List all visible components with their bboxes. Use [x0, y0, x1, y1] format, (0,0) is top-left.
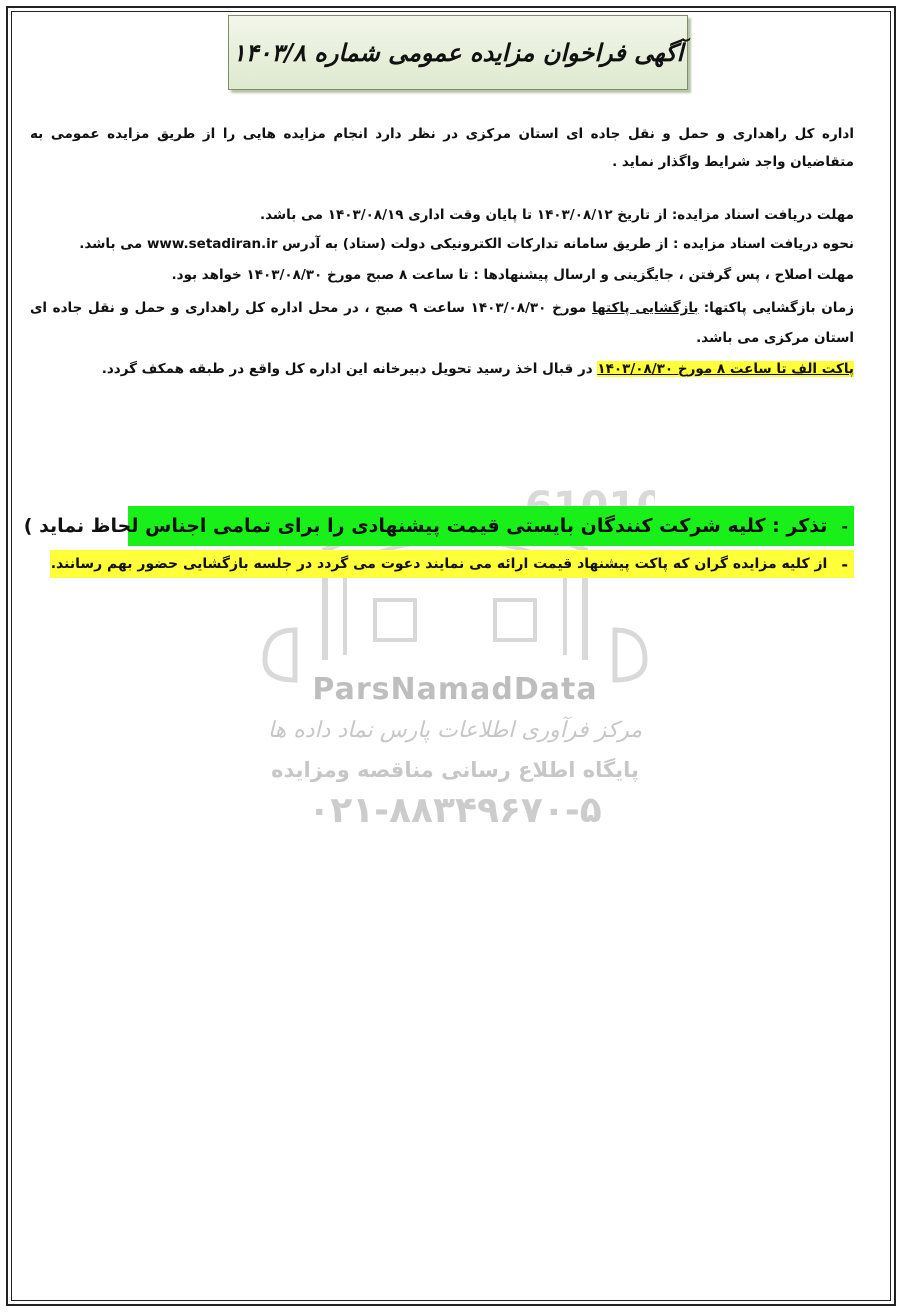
notice-yellow-bar [50, 550, 854, 578]
setadiran-link[interactable]: www.setadiran.ir [146, 236, 278, 252]
notice-green-text: تذکر : کلیه شرکت کنندگان بایستی قیمت پیشنهادی را برای تمامی اجناس لحاظ نماید ) [23, 515, 828, 537]
deadline-docs-text: از تاریخ ۱۴۰۳/۰۸/۱۲ تا پایان وقت اداری ۱۴۰۳/۰۸/۱۹ می باشد. [259, 207, 672, 223]
page-title: آگهی فراخوان مزایده عمومی شماره ۱۴۰۳/۸ [232, 38, 684, 67]
deadline-bids-text: تا ساعت ۸ صبح مورخ ۱۴۰۳/۰۸/۳۰ خواهد بود. [171, 267, 474, 283]
watermark-line-1: مرکز فرآوری اطلاعات پارس نماد داده ها [267, 718, 643, 743]
notice-yellow-text: از کلیه مزایده گران که پاکت پیشنهاد قیمت ارائه می نمایند دعوت می گردد در جلسه بازگشایی حضور بهم رسانند. [50, 556, 828, 572]
method-docs-label: نحوه دریافت اسناد مزایده : [672, 236, 854, 252]
opening-text: مورخ ۱۴۰۳/۰۸/۳۰ ساعت ۹ صبح ، در محل اداره کل راهداری و حمل و نقل جاده ای استان مرکزی می باشد. [30, 300, 854, 346]
watermark-brand: ParsNamadData [312, 672, 598, 707]
opening-underlined: بازگشایی پاکتها [592, 300, 699, 316]
opening-paragraph [30, 293, 854, 353]
packet-a-highlight: پاکت الف تا ساعت ۸ مورخ ۱۴۰۳/۰۸/۳۰ [597, 361, 854, 377]
packet-a-line [30, 356, 854, 382]
notice-green-bar [23, 506, 854, 546]
method-docs-text-after: می باشد. [79, 236, 147, 252]
deadline-bids-line [30, 262, 854, 288]
notice-green-dash: - [841, 516, 848, 536]
method-docs-line [30, 231, 854, 257]
intro-paragraph: اداره کل راهداری و حمل و نقل جاده ای استان مرکزی در نظر دارد انجام مزایده هایی را از طریق مزایده عمومی به متقاضیان واجد شرایط واگذار نماید . [30, 126, 854, 170]
deadline-docs-line [30, 202, 854, 228]
watermark-phone: ۰۲۱-۸۸۳۴۹۶۷۰-۵ [308, 790, 602, 831]
packet-a-text: در قبال اخذ رسید تحویل دبیرخانه این اداره کل واقع در طبقه همکف گردد. [101, 361, 598, 377]
title-box [228, 15, 688, 90]
notice-yellow-dash: - [841, 554, 848, 574]
method-docs-text: از طریق سامانه تدارکات الکترونیکی دولت (ستاد) به آدرس [277, 236, 673, 252]
deadline-bids-label: مهلت اصلاح ، پس گرفتن ، جایگزینی و ارسال پیشنهادها : [473, 267, 854, 283]
watermark-line-2: پایگاه اطلاع رسانی مناقصه ومزایده [271, 758, 639, 782]
opening-label: زمان بازگشایی پاکتها: [703, 300, 855, 316]
deadline-docs-label: مهلت دریافت اسناد مزایده: [671, 207, 854, 223]
